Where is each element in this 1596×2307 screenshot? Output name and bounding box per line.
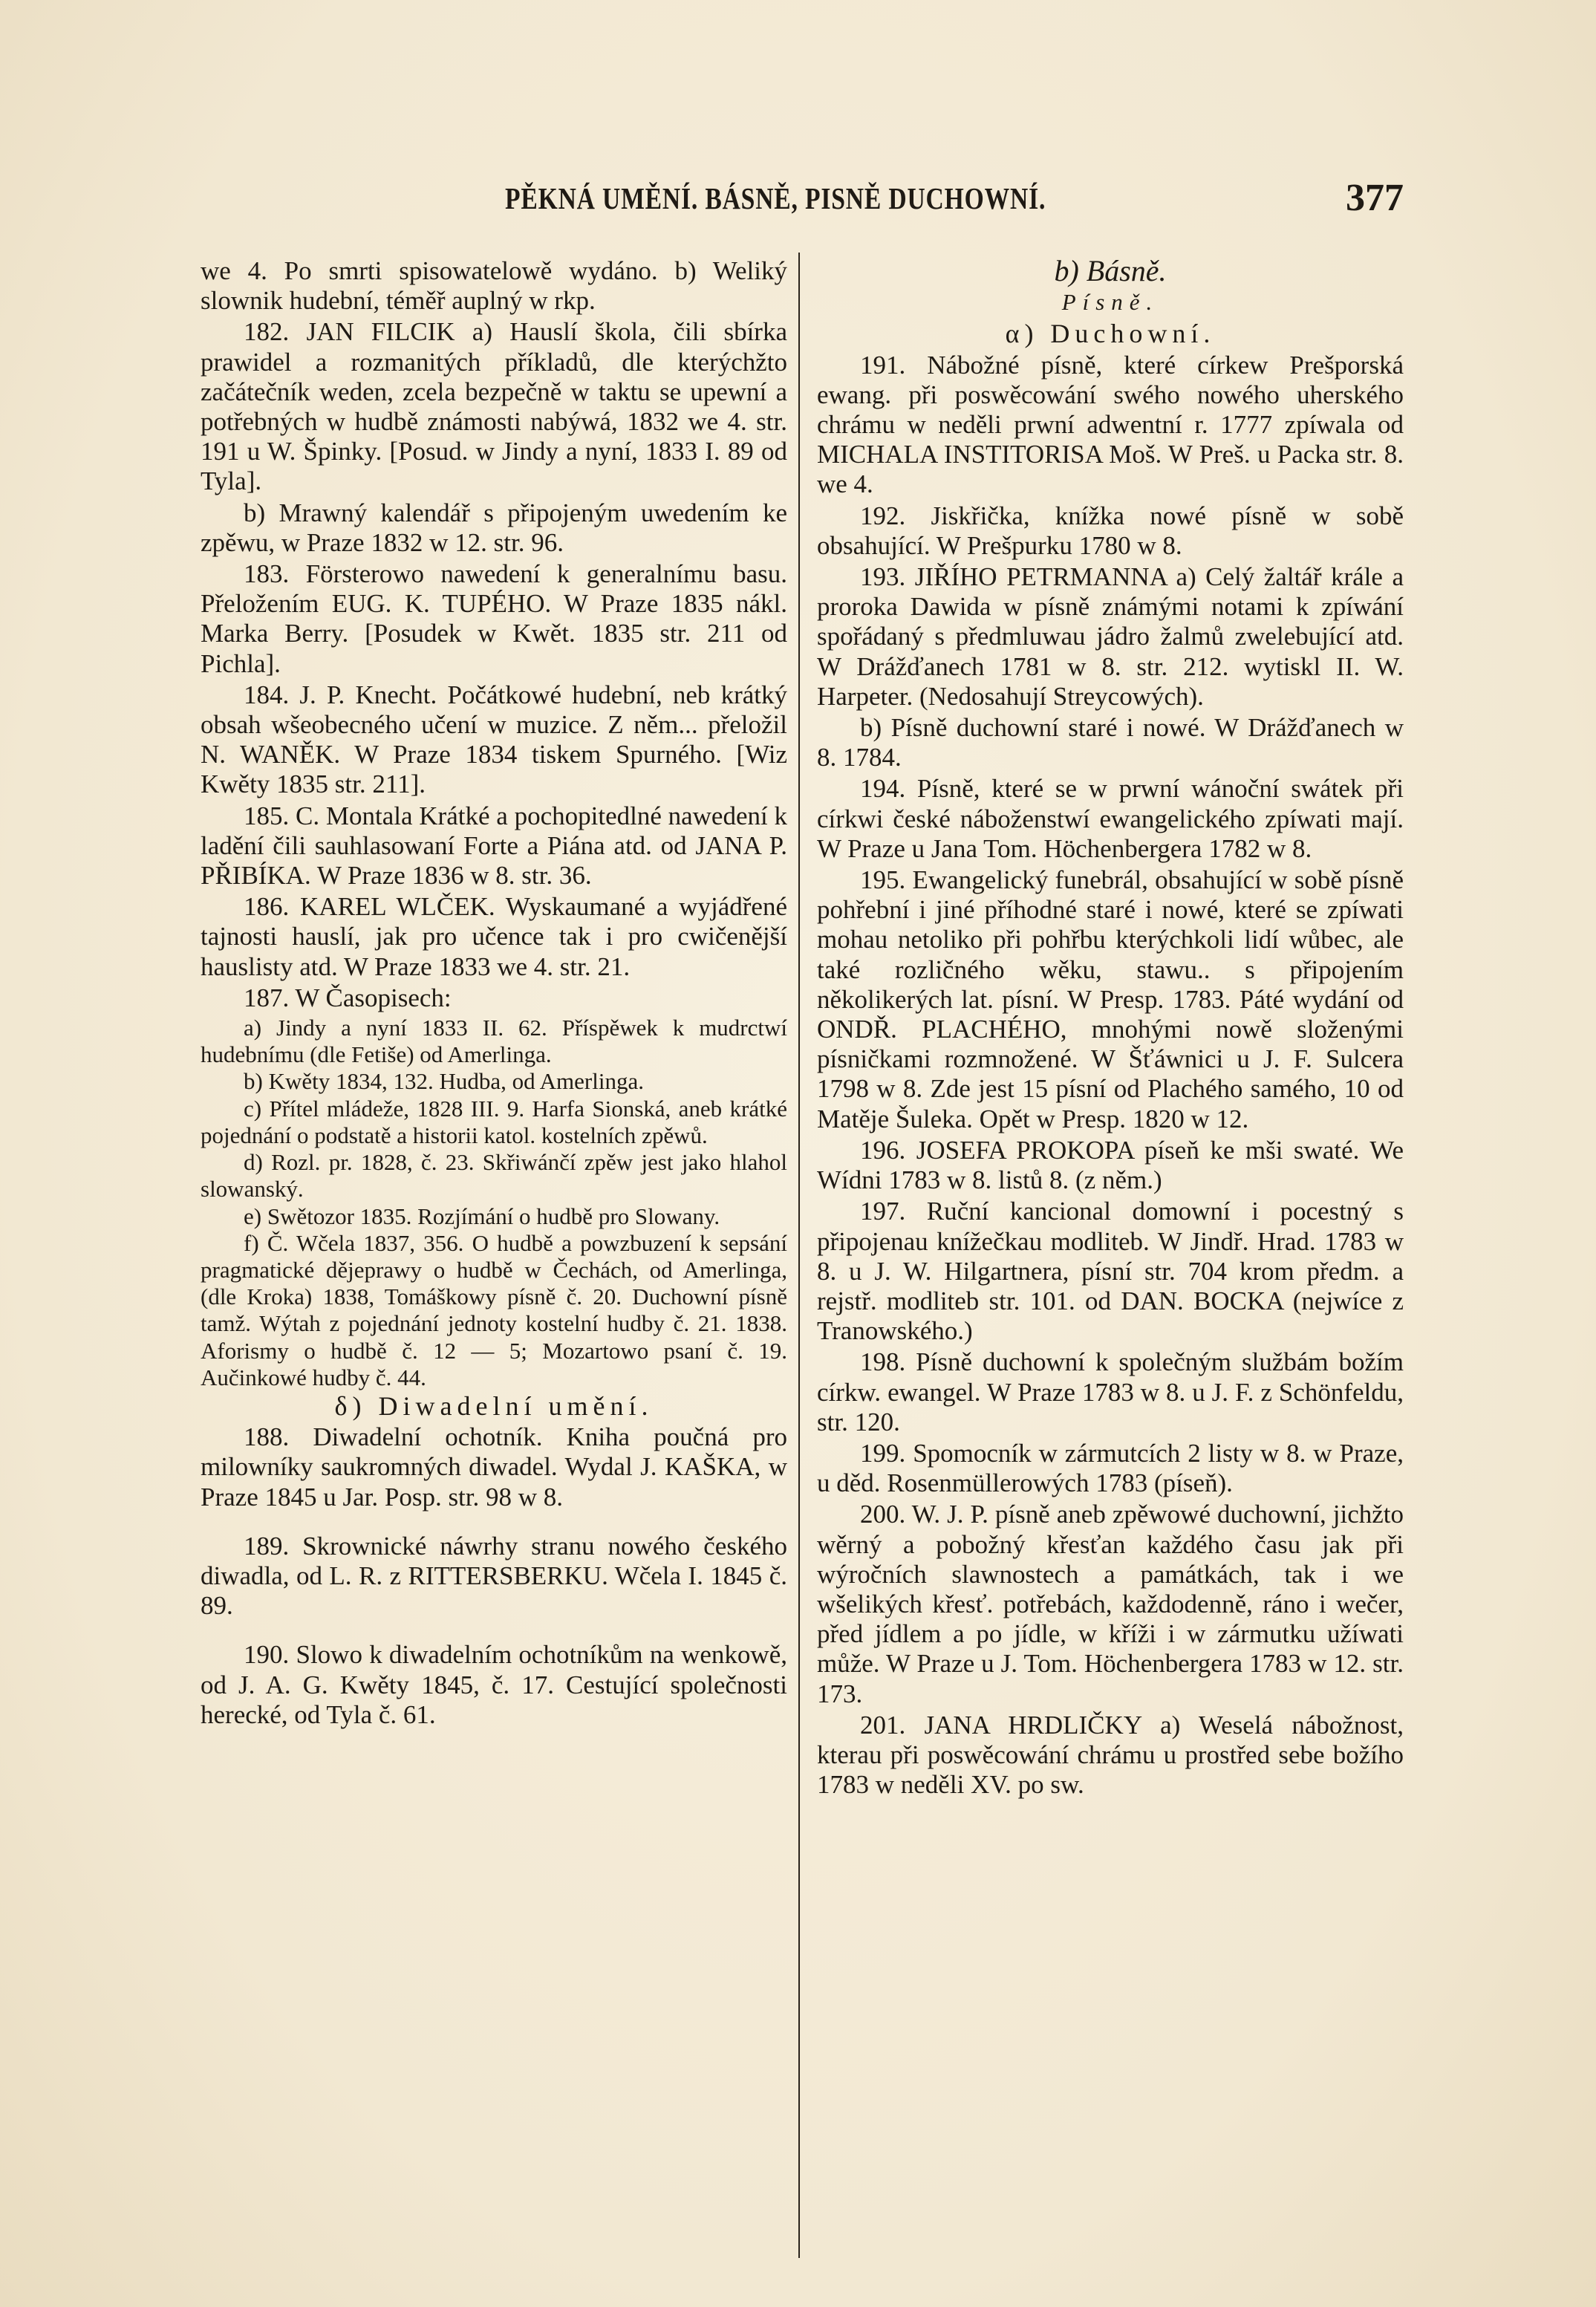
entry-193: 193. JIŘÍHO PETRMANNA a) Celý žaltář krále a proroka Dawida w písně známými notami k zpíwání spořádaný s předmluwau jádro žalmů zwelebující atd. W Drážďanech 1781 w 8. str. 212. wytiskl II. W. Harpeter. (Nedosahují Streycowých). xyxy=(817,562,1404,711)
entry-192: 192. Jiskřička, knížka nowé písně w sobě obsahující. W Prešpurku 1780 w 8. xyxy=(817,501,1404,560)
entry-200: 200. W. J. P. písně aneb zpěwowé duchowní, jichžto wěrný a pobožný křesťan každého času jak při wýročních slawnostech a památkách, tak i we wšelikých křesť. potřebách, každodenně, ráno i wečer, před jídlem a po jídle, w kříži i w zármutku užíwati může. W Praze u J. Tom. Höchenbergera 1783 w 12. str. 173. xyxy=(817,1500,1404,1708)
entry-182-b: b) Mrawný kalendář s připojeným uwedením ke zpěwu, w Praze 1832 w 12. str. 96. xyxy=(201,498,787,557)
periodical-item: b) Kwěty 1834, 132. Hudba, od Amerlinga. xyxy=(244,1068,644,1095)
entry-187: 187. W Časopisech: xyxy=(244,983,452,1012)
entry-194: 194. Písně, které se w prwní wánoční swátek při církwi české náboženstwí ewangelického zpíwati mají. W Praze u Jana Tom. Höchenbergera 1782 w 8. xyxy=(817,774,1404,863)
entry-197: 197. Ruční kancional domowní i pocestný s připojenau knížečkau modliteb. W Jindř. Hrad. 1783 w 8. u J. W. Hilgartnera, písní str. 704 krom předm. a rejstř. modliteb str. 101. od DAN. BOCKA (nejwíce z Tranowského.) xyxy=(817,1197,1404,1346)
entry-185: 185. C. Montala Krátké a pochopitedlné nawedení k ladění čili sauhlasowaní Forte a Piána atd. od JANA P. PŘIBÍKA. W Praze 1836 w 8. str. 36. xyxy=(201,801,787,891)
entry-190: 190. Slowo k diwadelním ochotníkům na wenkowě, od J. A. G. Kwěty 1845, č. 17. Cestující společnosti herecké, od Tyla č. 61. xyxy=(201,1640,787,1729)
entry-188: 188. Diwadelní ochotník. Kniha poučná pro milowníky saukromných diwadel. Wydal J. KAŠKA, w Praze 1845 u Jar. Posp. str. 98 w 8. xyxy=(201,1422,787,1512)
entry-193-b: b) Písně duchowní staré i nowé. W Drážďanech w 8. 1784. xyxy=(817,713,1404,772)
periodical-item: a) Jindy a nyní 1833 II. 62. Příspěwek k mudrctwí hudebnímu (dle Fetiše) od Amerlinga. xyxy=(201,1015,787,1068)
right-column xyxy=(817,256,1404,1801)
entry-195: 195. Ewangelický funebrál, obsahující w sobě písně pohřební i jiné příhodné staré i nowé, které se zpíwati mohau netoliko při pohřbu kterýchkoli lidí wůbec, ale také rozličného wěku, stawu.. s připojením několikerých lat. písní. W Presp. 1783. Páté wydání od ONDŘ. PLACHÉHO, mnohými nowě složenými písničkami rozmnožené. W Šťáwnici u J. F. Sulcera 1798 w 8. Zde jest 15 písní od Plachého samého, 10 od Matěje Šuleka. Opět w Presp. 1820 w 12. xyxy=(817,865,1404,1133)
spacer xyxy=(201,1514,787,1532)
periodical-item: f) Č. Wčela 1837, 356. O hudbě a powzbuzení k sepsání pragmatické dějeprawy o hudbě w Čechách, od Amerlinga, (dle Kroka) 1838, Tomáškowy písně č. 20. Duchowní písně tamž. Wýtah z pojednání jednoty kostelní hudby č. 21. 1838. Aforismy o hudbě č. 12 — 5; Mozartowo psaní č. 19. Aučinkowé hudby č. 44. xyxy=(201,1229,787,1390)
running-header xyxy=(193,177,1404,225)
section-heading-theatre: δ) Diwadelní umění. xyxy=(334,1390,654,1421)
entry-189: 189. Skrownické náwrhy stranu nowého českého diwadla, od L. R. z RITTERSBERKU. Wčela I. 1845 č. 89. xyxy=(201,1531,787,1621)
periodical-item: d) Rozl. pr. 1828, č. 23. Skřiwánčí zpěw jest jako hlahol slowanský. xyxy=(201,1149,787,1203)
section-heading-spiritual: α) Duchowní. xyxy=(1005,319,1216,349)
entry-183: 183. Försterowo nawedení k generalnímu basu. Přeložením EUG. K. TUPÉHO. W Praze 1835 nákl. Marka Berry. [Posudek w Kwět. 1835 str. 211 od Pichla]. xyxy=(201,559,787,678)
section-heading-poems: b) Básně. xyxy=(1054,254,1167,287)
entry-186: 186. KAREL WLČEK. Wyskaumané a wyjádřené tajnosti hauslí, jak pro učence tak i pro cwičenější hauslisty atd. W Praze 1833 we 4. str. 21. xyxy=(201,892,787,981)
entry-201: 201. JANA HRDLIČKY a) Weselá nábožnost, kterau při poswěcowání chrámu u prostřed sebe božího 1783 w neděli XV. po sw. xyxy=(817,1710,1404,1800)
spacer xyxy=(201,1622,787,1640)
column-divider xyxy=(798,253,800,2258)
entry-182: 182. JAN FILCIK a) Hauslí škola, čili sbírka prawidel a rozmanitých příkladů, dle kterýchžto začátečník weden, zcela bezpečně w taktu se upewní a potřebných w hudbě známosti nabýwá, 1832 we 4. str. 191 u W. Špinky. [Posud. w Jindy a nyní, 1833 I. 89 od Tyla]. xyxy=(201,317,787,496)
periodical-item: c) Přítel mládeže, 1828 III. 9. Harfa Sionská, aneb krátké pojednání o podstatě a historii katol. kostelních zpěwů. xyxy=(201,1095,787,1148)
left-column xyxy=(201,256,787,1731)
entry-196: 196. JOSEFA PROKOPA píseň ke mši swaté. We Wídni 1783 w 8. listů 8. (z něm.) xyxy=(817,1135,1404,1195)
section-heading-songs: Písně. xyxy=(1061,289,1159,316)
entry-181-continuation: we 4. Po smrti spisowatelowě wydáno. b) Weliký slownik hudební, téměř auplný w rkp. xyxy=(201,256,787,316)
entry-184: 184. J. P. Knecht. Počátkowé hudební, neb krátký obsah wšeobecného učení w muzice. Z něm... přeložil N. WANĚK. W Praze 1834 tiskem Spurného. [Wiz Kwěty 1835 str. 211]. xyxy=(201,680,787,799)
entry-198: 198. Písně duchowní k společným službám božím církw. ewangel. W Praze 1783 w 8. u J. F. z Schönfeldu, str. 120. xyxy=(817,1347,1404,1436)
entry-199: 199. Spomocník w zármutcích 2 listy w 8. w Praze, u děd. Rosenmüllerowých 1783 (píseň). xyxy=(817,1438,1404,1498)
periodicals-list xyxy=(201,1015,787,1391)
periodical-item: e) Swětozor 1835. Rozjímání o hudbě pro Slowany. xyxy=(244,1203,720,1229)
page-number: 377 xyxy=(1346,177,1404,219)
header-title: PĚKNÁ UMĚNÍ. BÁSNĚ, PISNĚ DUCHOWNÍ. xyxy=(505,181,1046,215)
entry-191: 191. Nábožné písně, které církew Prešporská ewang. při poswěcowání swého nowého uherského chrámu w neděli prwní adwentní r. 1777 zpíwala od MICHALA INSTITORISA Moš. W Preš. u Packa str. 8. we 4. xyxy=(817,350,1404,499)
